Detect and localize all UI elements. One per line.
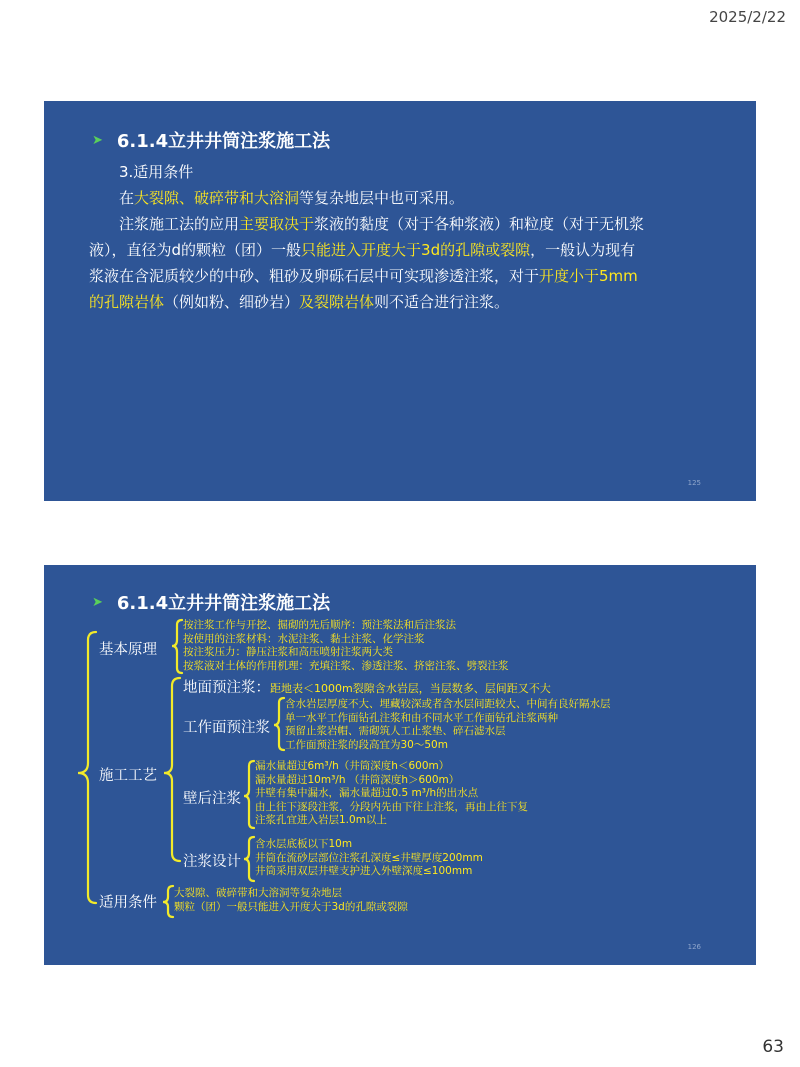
backwall-grouting-list — [255, 760, 528, 828]
label-backwall-grouting: 壁后注浆 — [183, 791, 241, 807]
applicable-conditions-list — [174, 887, 408, 914]
highlight-text: 及裂隙岩体 — [299, 293, 375, 311]
label-construction-process: 施工工艺 — [99, 768, 157, 784]
label-grouting-design: 注浆设计 — [183, 854, 241, 870]
grouting-design-list — [255, 838, 483, 879]
slide-125 — [44, 101, 756, 501]
section-heading: 3.适用条件 — [119, 163, 194, 181]
surface-pregrouting-text: 距地表＜1000m裂隙含水岩层，当层数多、层间距又不大 — [270, 682, 551, 695]
arrow-bullet-icon: ➤ — [92, 132, 103, 148]
slide-number: 125 — [687, 479, 701, 487]
list-item: 颗粒（团）一般只能进入开度大于3d的孔隙或裂隙 — [174, 900, 408, 913]
list-item: 按注浆工作与开挖、掘砌的先后顺序：预注浆法和后注浆法 — [183, 619, 456, 631]
paragraph-2 — [89, 211, 649, 315]
text-run: ，一般认为现有浆液在含泥质较少的中砂、粗砂及卵砾石层中可实现渗透注浆，对于 — [89, 241, 636, 285]
list-item: 漏水量超过6m³/h（井筒深度h＜600m） — [255, 760, 450, 772]
list-item: 井筒采用双层井壁支护进入外壁深度≤100mm — [255, 865, 473, 877]
text-run: （例如粉、细砂岩） — [164, 293, 300, 311]
text-run: 在 — [119, 189, 135, 207]
text-run: 浆液的黏度（对于各种浆液）和粒度（对于无机浆液），直径为d的颗粒（团）一般 — [89, 215, 645, 259]
text-run: 注浆施工法的应用 — [119, 215, 240, 233]
list-item: 漏水量超过10m³/h （井筒深度h＞600m） — [255, 773, 460, 786]
header-date: 2025/2/22 — [709, 8, 786, 26]
label-applicable-conditions: 适用条件 — [99, 895, 157, 911]
slide-title — [92, 127, 330, 153]
list-item: 按注浆压力：静压注浆和高压喷射注浆两大类 — [183, 646, 393, 658]
face-pregrouting-list — [285, 698, 611, 752]
slide-number: 126 — [687, 943, 701, 951]
slide-body — [89, 159, 649, 315]
basic-principle-list — [183, 619, 509, 673]
list-item: 单一水平工作面钻孔注浆和由不同水平工作面钻孔注浆两种 — [285, 711, 558, 724]
highlight-text: 大裂隙、破碎带和大溶洞 — [134, 189, 300, 207]
slide-126 — [44, 565, 756, 965]
list-item: 大裂隙、破碎带和大溶洞等复杂地层 — [174, 887, 342, 899]
text-run: 等复杂地层中也可采用。 — [299, 189, 465, 207]
list-item: 工作面预注浆的段高宜为30～50m — [285, 738, 448, 751]
slide-title-text: 6.1.4立井井筒注浆施工法 — [116, 131, 331, 152]
list-item: 含水层底板以下10m — [255, 838, 353, 850]
list-item: 注浆孔宜进入岩层1.0m以上 — [255, 814, 387, 826]
text-run: 则不适合进行注浆。 — [374, 293, 510, 311]
label-surface-pregrouting: 地面预注浆： — [183, 680, 270, 696]
paragraph-1 — [89, 185, 649, 211]
slide-title-text: 6.1.4立井井筒注浆施工法 — [116, 593, 331, 614]
surface-pregrouting — [183, 676, 551, 697]
page-number: 63 — [762, 1037, 784, 1057]
arrow-bullet-icon: ➤ — [92, 594, 103, 610]
highlight-text: 只能进入开度大于3d的孔隙或裂隙 — [301, 241, 531, 259]
highlight-text: 开度小于5mm的孔隙岩体 — [89, 267, 638, 311]
list-item: 井壁有集中漏水，漏水量超过0.5 m³/h的出水点 — [255, 787, 479, 799]
list-item: 含水岩层厚度不大、埋藏较深或者含水层间距较大、中间有良好隔水层 — [285, 698, 611, 710]
highlight-text: 主要取决于 — [239, 215, 315, 233]
label-basic-principle: 基本原理 — [99, 642, 157, 658]
list-item: 井筒在流砂层部位注浆孔深度≤井壁厚度200mm — [255, 851, 483, 864]
list-item: 按使用的注浆材料：水泥注浆、黏土注浆、化学注浆 — [183, 632, 425, 645]
list-item: 按浆液对土体的作用机理：充填注浆、渗透注浆、挤密注浆、劈裂注浆 — [183, 659, 509, 672]
label-face-pregrouting: 工作面预注浆 — [183, 720, 270, 736]
list-item: 由上往下逐段注浆，分段内先由下往上注浆，再由上往下复 — [255, 800, 528, 813]
list-item: 预留止浆岩帽、需砌筑人工止浆垫、碎石滤水层 — [285, 725, 506, 737]
